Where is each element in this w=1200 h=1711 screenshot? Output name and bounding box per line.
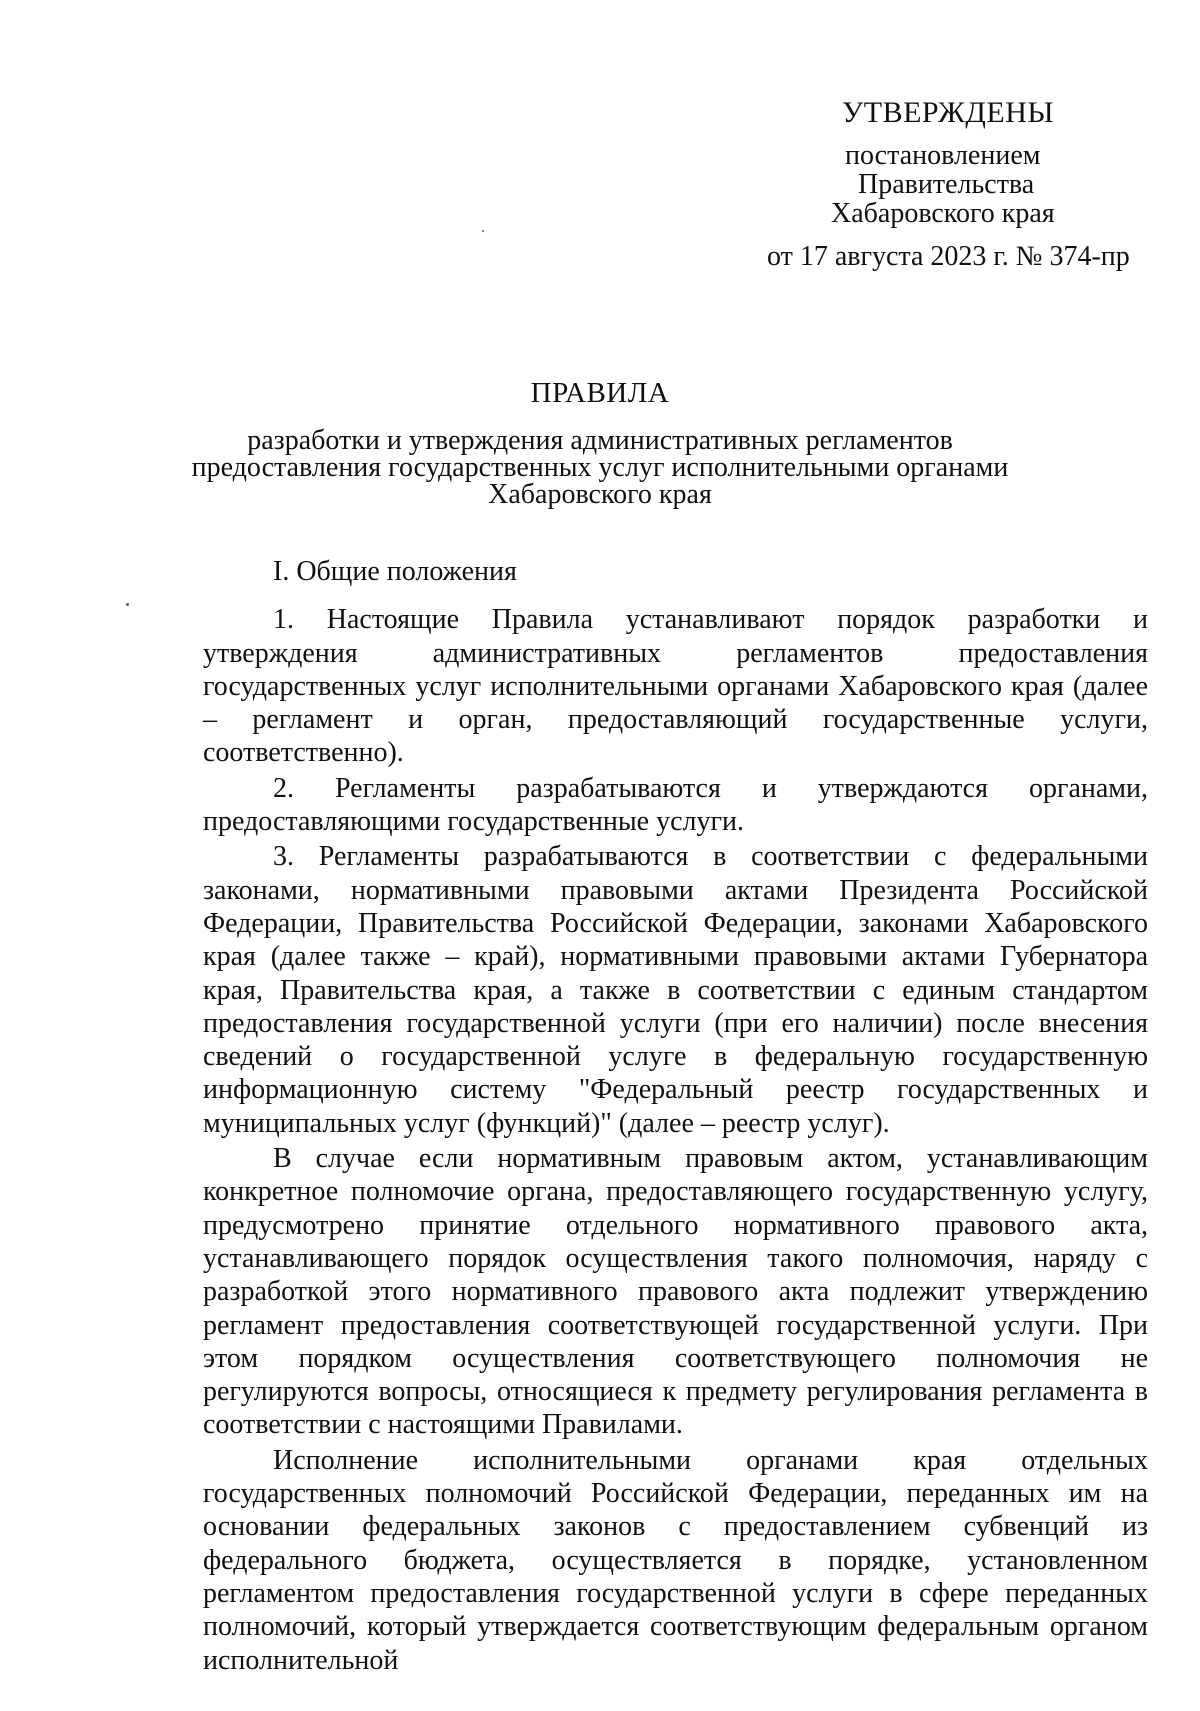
approval-title: УТВЕРЖДЕНЫ [842, 96, 1055, 129]
scan-speck [482, 230, 484, 232]
section-heading: I. Общие положения [273, 556, 517, 587]
document-subtitle-line-3: Хабаровского края [488, 479, 712, 510]
approval-date: от 17 августа 2023 г. № 374-пр [767, 241, 1130, 272]
scan-speck [126, 603, 129, 606]
document-title-block [150, 377, 1050, 510]
paragraph-2: 2. Регламенты разрабатываются и утверждаются органами, предоставляющими государственные услуги. [203, 772, 1148, 838]
approval-line-region: Хабаровского края [831, 198, 1055, 229]
document-subtitle-line-2: предоставления государственных услуг исполнительными органами [191, 452, 1009, 483]
paragraph-1: 1. Настоящие Правила устанавливают порядок разработки и утверждения административных регламентов предоставления государственных услуг исполнительными органами Хабаровского края (далее – регламент и орган, предоставляющий государственные услуги, соответственно). [203, 604, 1148, 769]
approval-line-government: Правительства [858, 169, 1035, 200]
approval-line-resolution: постановлением [845, 140, 1041, 171]
document-subtitle-line-1: разработки и утверждения административных регламентов [247, 425, 953, 456]
document-body [203, 555, 1148, 1679]
approval-block [700, 98, 1160, 271]
paragraph-4: В случае если нормативным правовым актом, устанавливающим конкретное полномочие органа, предоставляющего государственную услугу, предусмотрено принятие отдельного нормативного правового акта, устанавливающего порядок осуществления такого полномочия, наряду с разработкой этого нормативного правового акта подлежит утверждению регламент предоставления соответствующей государственной услуги. При этом порядком осуществления соответствующего полномочия не регулируются вопросы, относящиеся к предмету регулирования регламента в соответствии с настоящими Правилами. [203, 1143, 1148, 1441]
paragraph-5: Исполнение исполнительными органами края отдельных государственных полномочий Российской Федерации, переданных им на основании федеральных законов с предоставлением субвенций из федерального бюджета, осуществляется в порядке, установленном регламентом предоставления государственной услуги в сфере переданных полномочий, который утверждается соответствующим федеральным органом исполнительной [203, 1444, 1148, 1676]
paragraph-3: 3. Регламенты разрабатываются в соответствии с федеральными законами, нормативными правовыми актами Президента Российской Федерации, Правительства Российской Федерации, законами Хабаровского края (далее также – край), нормативными правовыми актами Губернатора края, Правительства края, а также в соответствии с единым стандартом предоставления государственной услуги (при его наличии) после внесения сведений о государственной услуге в федеральную государственную информационную систему "Федеральный реестр государственных и муниципальных услуг (функций)" (далее – реестр услуг). [203, 841, 1148, 1139]
document-title: ПРАВИЛА [530, 377, 670, 409]
